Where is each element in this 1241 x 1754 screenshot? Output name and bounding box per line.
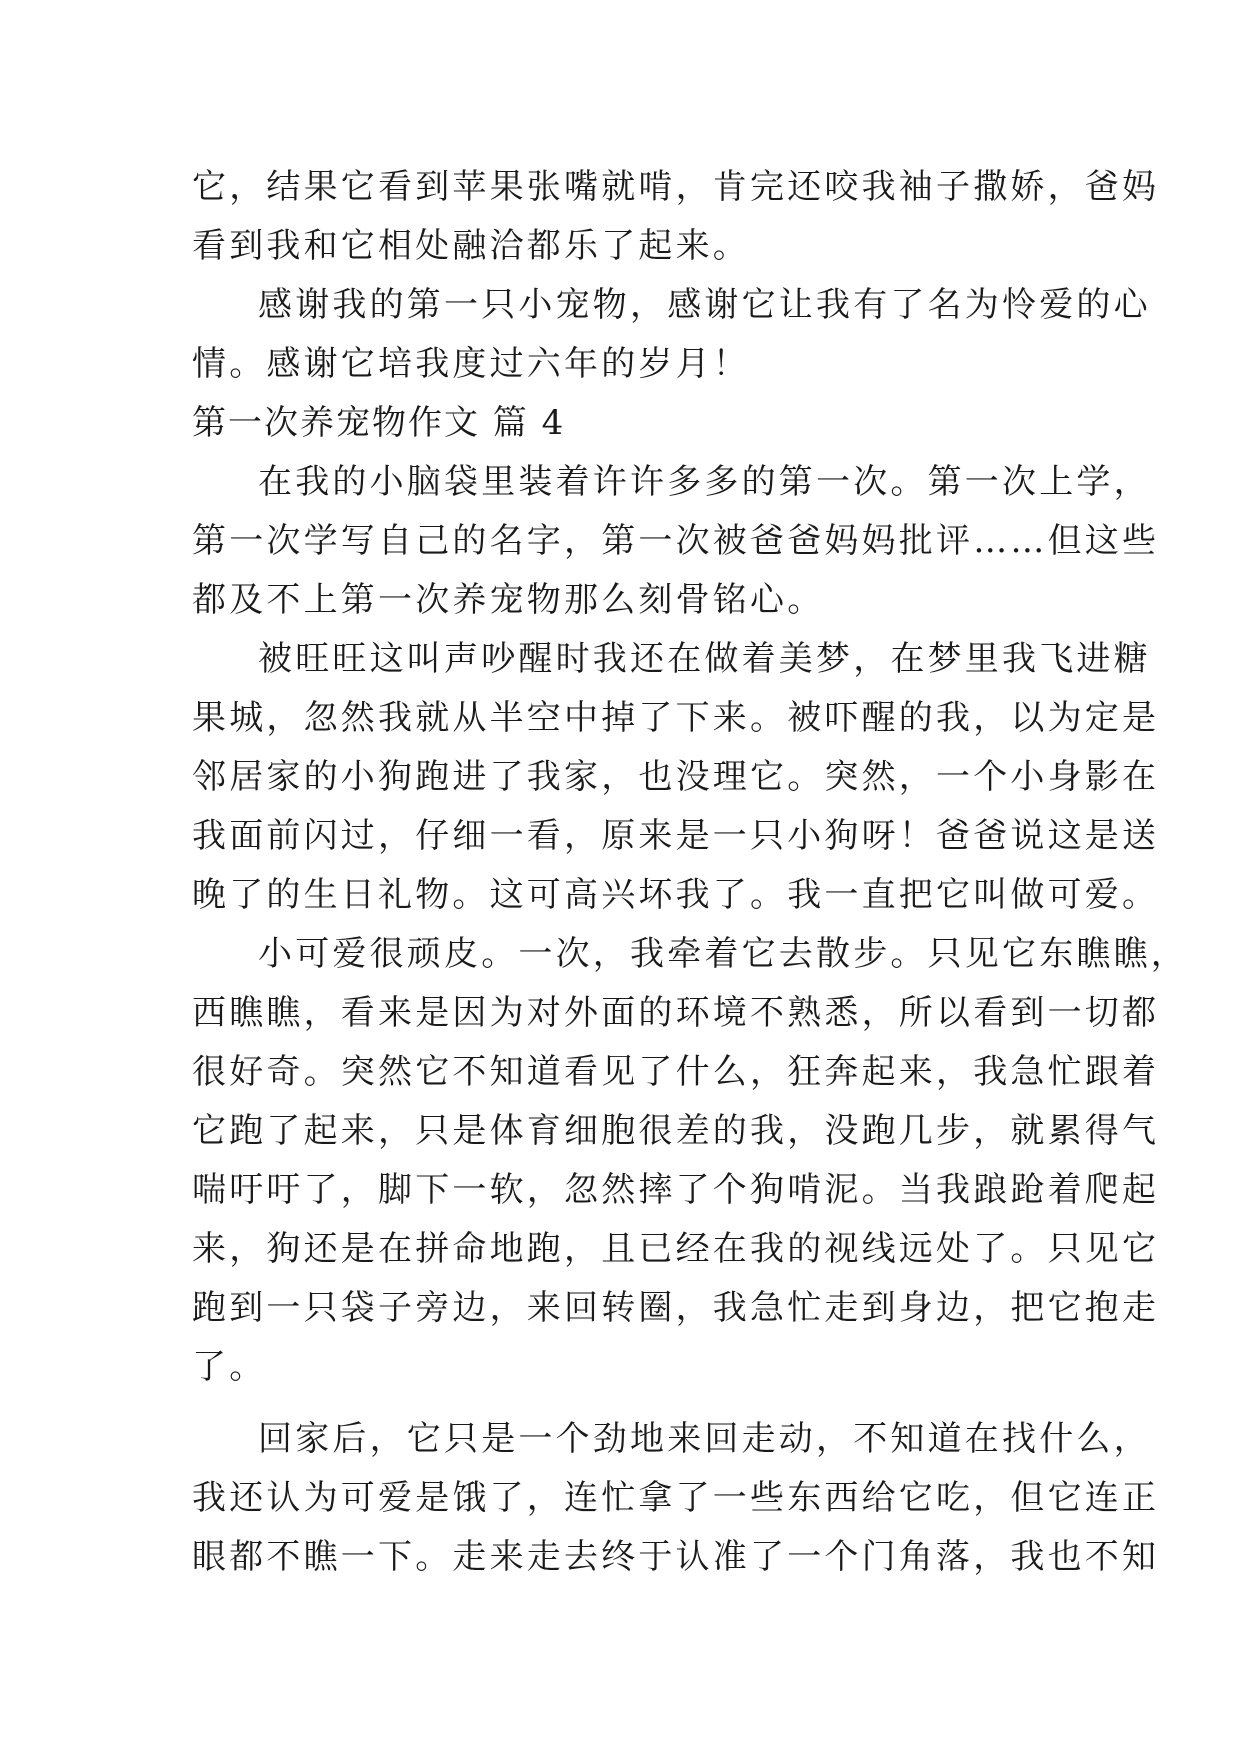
paragraph-start-line: 在我的小脑袋里装着许许多多的第一次。第一次上学， — [258, 462, 1151, 502]
text-line: 它跑了起来，只是体育细胞很差的我，没跑几步，就累得气 — [192, 1111, 1160, 1151]
text-line: 西瞧瞧，看来是因为对外面的环境不熟悉，所以看到一切都 — [192, 993, 1160, 1033]
text-line: 我面前闪过，仔细一看，原来是一只小狗呀！爸爸说这是送 — [192, 816, 1160, 856]
text-line: 了。 — [192, 1347, 267, 1387]
text-line: 跑到一只袋子旁边，来回转圈，我急忙走到身边，把它抱走 — [192, 1288, 1160, 1328]
paragraph-start-line: 被旺旺这叫声吵醒时我还在做着美梦，在梦里我飞进糖 — [258, 639, 1151, 679]
paragraph-start-line: 感谢我的第一只小宠物，感谢它让我有了名为怜爱的心 — [258, 285, 1151, 325]
paragraph-start-line: 小可爱很顽皮。一次，我牵着它去散步。只见它东瞧瞧， — [258, 934, 1188, 974]
text-line: 邻居家的小狗跑进了我家，也没理它。突然，一个小身影在 — [192, 757, 1160, 797]
text-line: 晚了的生日礼物。这可高兴坏我了。我一直把它叫做可爱。 — [192, 875, 1160, 915]
text-line: 看到我和它相处融洽都乐了起来。 — [192, 226, 750, 266]
text-line: 来，狗还是在拼命地跑，且已经在我的视线远处了。只见它 — [192, 1229, 1160, 1269]
text-line: 我还认为可爱是饿了，连忙拿了一些东西给它吃，但它连正 — [192, 1478, 1160, 1518]
text-line: 果城，忽然我就从半空中掉了下来。被吓醒的我，以为定是 — [192, 698, 1160, 738]
text-line: 眼都不瞧一下。走来走去终于认准了一个门角落，我也不知 — [192, 1537, 1160, 1577]
paragraph-start-line: 回家后，它只是一个劲地来回走动，不知道在找什么， — [258, 1419, 1151, 1459]
text-line: 它，结果它看到苹果张嘴就啃，肯完还咬我袖子撒娇，爸妈 — [192, 167, 1160, 207]
text-line: 喘吁吁了，脚下一软，忽然摔了个狗啃泥。当我踉跄着爬起 — [192, 1170, 1160, 1210]
section-heading: 第一次养宠物作文 篇 4 — [192, 403, 566, 443]
text-line: 很好奇。突然它不知道看见了什么，狂奔起来，我急忙跟着 — [192, 1052, 1160, 1092]
text-line: 情。感谢它培我度过六年的岁月！ — [192, 344, 750, 384]
text-line: 第一次学写自己的名字，第一次被爸爸妈妈批评……但这些 — [192, 521, 1160, 561]
essay-text — [192, 158, 1188, 1587]
text-line: 都及不上第一次养宠物那么刻骨铭心。 — [192, 580, 825, 620]
